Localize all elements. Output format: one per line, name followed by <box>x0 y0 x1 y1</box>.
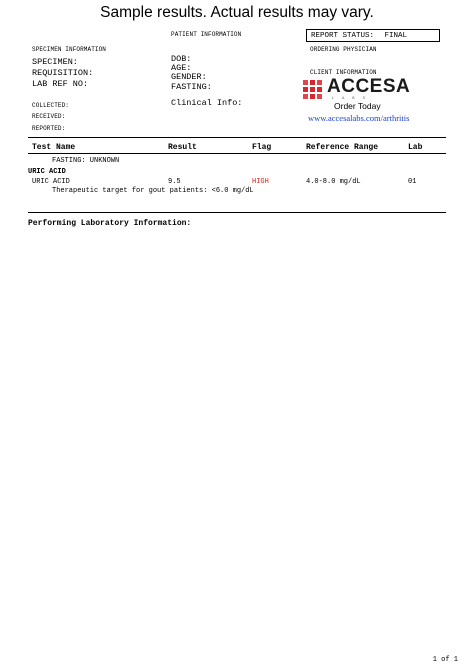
specimen-label: SPECIMEN: <box>32 57 78 67</box>
col-reference-range: Reference Range <box>306 143 379 152</box>
reported-label: REPORTED: <box>32 125 66 132</box>
clinical-info-label: Clinical Info: <box>171 98 243 108</box>
ordering-physician-heading: ORDERING PHYSICIAN <box>310 46 377 53</box>
row-result: 9.5 <box>168 178 181 186</box>
page-number: 1 of 1 <box>432 656 458 664</box>
patient-info-heading: PATIENT INFORMATION <box>171 31 242 38</box>
fasting-label: FASTING: <box>171 82 212 92</box>
received-label: RECEIVED: <box>32 113 66 120</box>
report-status-box <box>306 29 440 42</box>
row-test-name: URIC ACID <box>32 178 70 186</box>
collected-label: COLLECTED: <box>32 102 70 109</box>
col-lab: Lab <box>408 143 423 152</box>
dob-label: DOB: <box>171 54 192 64</box>
col-result: Result <box>168 143 197 152</box>
col-test-name: Test Name <box>32 143 76 152</box>
sample-banner: Sample results. Actual results may vary. <box>100 4 374 21</box>
therapeutic-note: Therapeutic target for gout patients: <6.0 mg/dL <box>52 187 254 195</box>
fasting-status: FASTING: UNKNOWN <box>52 157 120 165</box>
order-today-text: Order Today <box>334 101 381 111</box>
report-status-value: FINAL <box>384 32 408 40</box>
header-divider <box>28 137 446 138</box>
accesa-logo-icon <box>303 80 322 99</box>
requisition-label: REQUISITION: <box>32 68 94 78</box>
row-flag: HIGH <box>252 178 269 186</box>
col-flag: Flag <box>252 143 272 152</box>
table-bottom-divider <box>28 212 446 213</box>
labs-logo-text: LABS <box>332 96 373 100</box>
specimen-info-heading: SPECIMEN INFORMATION <box>32 46 107 53</box>
test-group-title: URIC ACID <box>28 168 66 176</box>
gender-label: GENDER: <box>171 72 207 82</box>
accesa-logo-text: ACCESA <box>327 76 411 97</box>
row-lab: 01 <box>408 178 417 186</box>
row-reference-range: 4.0-8.0 mg/dL <box>306 178 361 186</box>
age-label: AGE: <box>171 63 192 73</box>
accesa-url-link[interactable]: www.accesalabs.com/arthritis <box>308 113 410 123</box>
table-header-divider <box>28 153 446 154</box>
client-info-heading: CLIENT INFORMATION <box>310 69 377 76</box>
report-status-label: REPORT STATUS: <box>311 32 375 40</box>
performing-lab-heading: Performing Laboratory Information: <box>28 219 192 228</box>
lab-ref-label: LAB REF NO: <box>32 79 89 89</box>
